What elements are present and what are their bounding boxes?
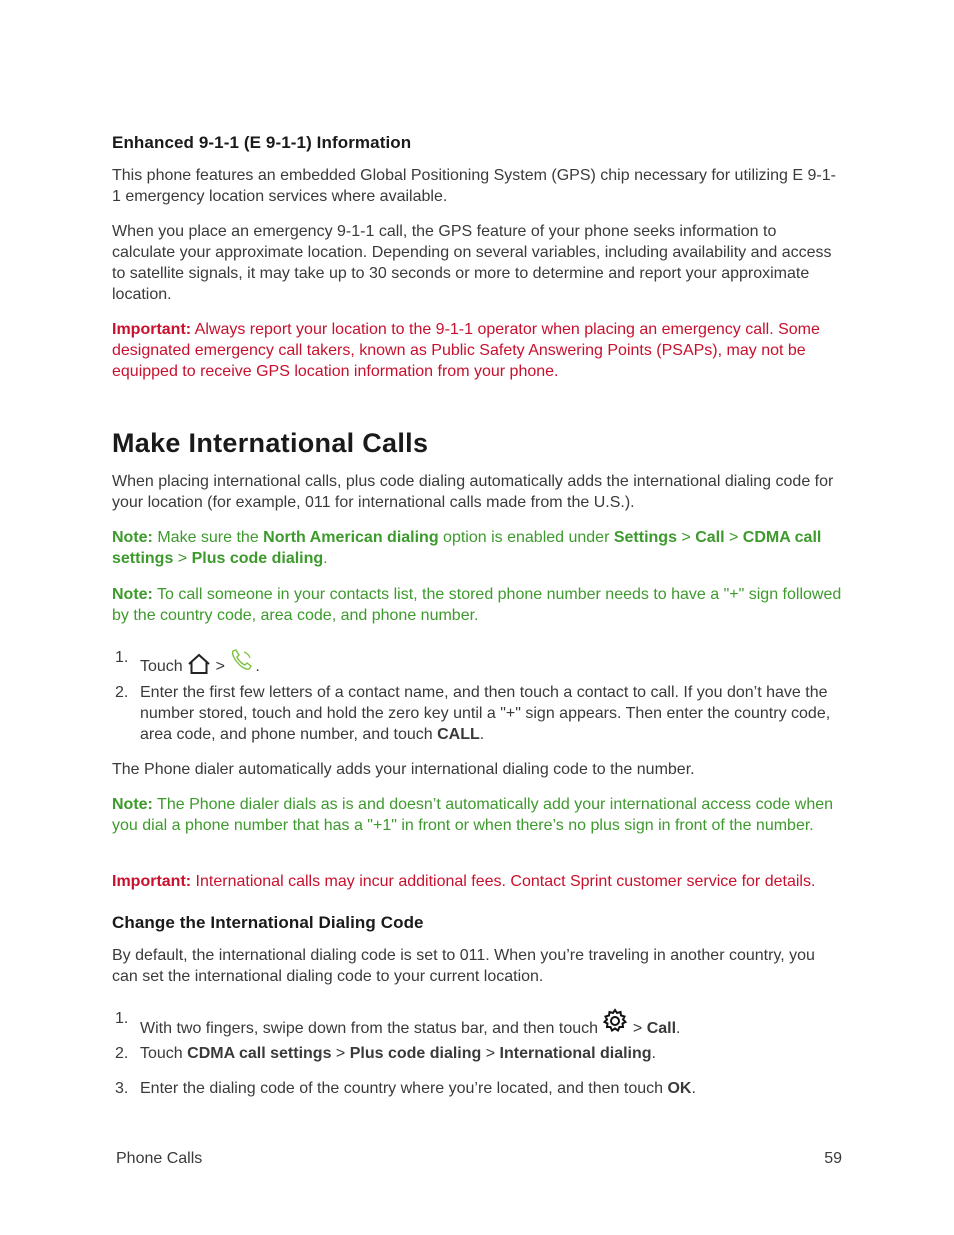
cdma-call-settings-label: CDMA call settings	[112, 529, 822, 567]
step-text	[140, 1008, 842, 1040]
intl-note-3	[112, 794, 842, 836]
footer-section-title: Phone Calls	[116, 1150, 203, 1167]
period: .	[676, 1020, 681, 1037]
plus-code-dialing-label: Plus code dialing	[191, 550, 324, 567]
separator: >	[628, 1020, 647, 1037]
call-label: Call	[646, 1020, 677, 1037]
note-label: Note:	[112, 586, 153, 603]
call-key-label: CALL	[437, 726, 480, 743]
intl-important	[112, 871, 842, 892]
period: .	[651, 1045, 656, 1062]
step-text-part: Touch	[140, 658, 188, 675]
important-text: Always report your location to the 9-1-1 operator when placing an emergency call. Some designated emergency call takers, known as Public Safety Answering Points (PSAPs), may not be equipped to receive GPS location information from your phone.	[112, 321, 820, 380]
intl-note-2	[112, 584, 842, 626]
period: .	[691, 1080, 696, 1097]
period: .	[323, 550, 328, 567]
note-text: option is enabled under	[438, 529, 614, 546]
important-label: Important:	[112, 321, 192, 338]
change-intro: By default, the international dialing code is set to 011. When you’re traveling in another country, you can set the international dialing code to your current location.	[112, 947, 815, 985]
step-text-part: Enter the first few letters of a contact name, and then touch a contact to call. If you don’t have the number stored, touch and hold the zero key until a "+" sign appears. Then enter the country code, area code, and phone number, and touch	[140, 684, 831, 743]
step-text	[140, 647, 842, 681]
separator: >	[724, 529, 743, 546]
intl-intro: When placing international calls, plus code dialing automatically adds the international dialing code for your location (for example, 011 for international calls made from the U.S.).	[112, 473, 834, 511]
e911-paragraph-1: This phone features an embedded Global Positioning System (GPS) chip necessary for utilizing E 9-1-1 emergency location services where available.	[112, 167, 836, 205]
gear-icon	[602, 1008, 628, 1040]
step-number: 2.	[115, 1045, 129, 1062]
phone-icon	[229, 647, 255, 679]
north-american-dialing-label: North American dialing	[263, 529, 439, 546]
plus-code-dialing-label: Plus code dialing	[349, 1045, 482, 1062]
note-label: Note:	[112, 529, 153, 546]
step-text-part: With two fingers, swipe down from the status bar, and then touch	[140, 1020, 603, 1037]
step-text-part: Touch	[140, 1045, 188, 1062]
e911-paragraph-2: When you place an emergency 9-1-1 call, the GPS feature of your phone seeks information to calculate your approximate location. Depending on several variables, including availability and access to satellite signals, it may take up to 30 seconds or more to determine and report your approximate location.	[112, 223, 832, 303]
step-text	[140, 1078, 842, 1099]
step-number: 1.	[115, 1010, 129, 1027]
note-text: The Phone dialer dials as is and doesn’t automatically add your international access code when you dial a phone number that has a "+1" in front or when there’s no plus sign in front of the number.	[112, 796, 834, 834]
international-dialing-label: International dialing	[499, 1045, 652, 1062]
e911-important	[112, 319, 842, 382]
e911-heading: Enhanced 9-1-1 (E 9-1-1) Information	[112, 133, 412, 152]
intl-note-1	[112, 527, 842, 569]
cdma-call-settings-label: CDMA call settings	[187, 1045, 332, 1062]
ok-label: OK	[667, 1080, 692, 1097]
separator: >	[211, 658, 230, 675]
step-text	[140, 682, 842, 745]
period: .	[479, 726, 485, 743]
call-label: Call	[695, 529, 725, 546]
step-number: 1.	[115, 649, 129, 666]
separator: >	[676, 529, 696, 546]
note-label: Note:	[112, 796, 153, 813]
step-text-part: Enter the dialing code of the country where you’re located, and then touch	[140, 1080, 668, 1097]
step-text	[140, 1043, 842, 1064]
page-title: Make International Calls	[112, 428, 429, 458]
important-text: International calls may incur additional fees. Contact Sprint customer service for details.	[191, 873, 816, 890]
step-number: 3.	[115, 1080, 129, 1097]
separator: >	[173, 550, 192, 567]
important-label: Important:	[112, 873, 192, 890]
period: .	[255, 658, 260, 675]
note-text: To call someone in your contacts list, the stored phone number needs to have a "+" sign followed by the country code, area code, and phone number.	[112, 586, 842, 624]
separator: >	[481, 1045, 500, 1062]
home-icon	[187, 653, 211, 681]
separator: >	[331, 1045, 350, 1062]
step-number: 2.	[115, 684, 129, 701]
settings-label: Settings	[613, 529, 677, 546]
auto-dial-text: The Phone dialer automatically adds your international dialing code to the number.	[112, 761, 695, 778]
footer-page-number: 59	[824, 1150, 842, 1167]
change-dialing-code-heading: Change the International Dialing Code	[112, 913, 424, 932]
note-text: Make sure the	[152, 529, 264, 546]
